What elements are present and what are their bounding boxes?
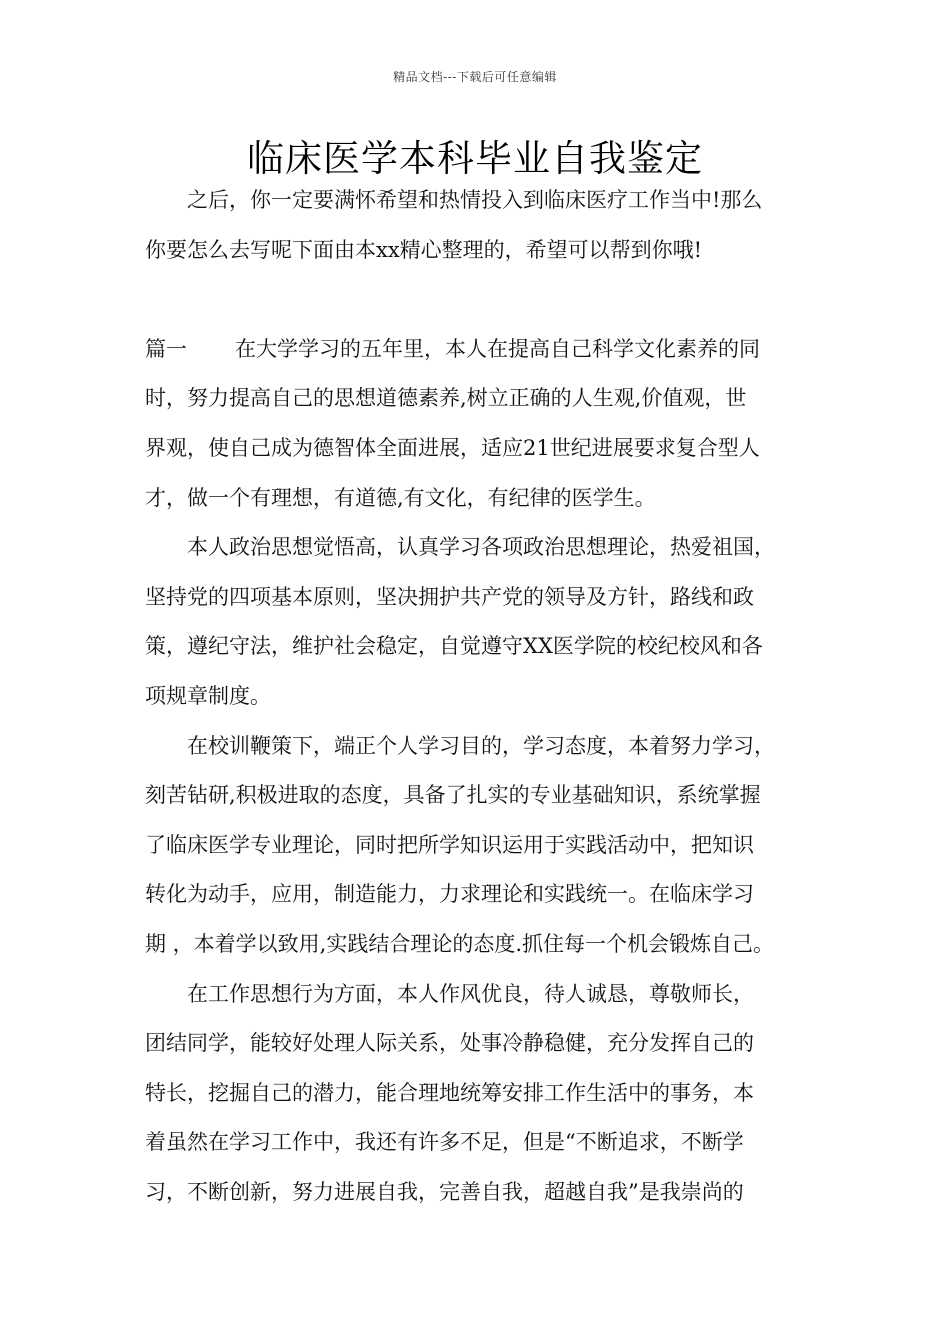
document-body <box>145 176 810 1217</box>
paragraph-line: 特长，挖掘自己的潜力，能合理地统筹安排工作生活中的事务，本 <box>145 1080 754 1105</box>
paragraph-text: 在大学学习的五年里，本人在提高自己科学文化素养的同 <box>235 336 760 361</box>
paragraph-line <box>145 325 810 375</box>
header-note: 精品文档---下载后可任意编辑 <box>393 70 557 84</box>
paragraph-line: 时，努力提高自己的思想道德素养,树立正确的人生观,价值观，世 <box>145 386 747 411</box>
paragraph-line: 团结同学，能较好处理人际关系，处事冷静稳健，充分发挥自己的 <box>145 1031 754 1056</box>
paragraph-gap <box>145 275 810 325</box>
paragraph-line: 转化为动手，应用，制造能力，力求理论和实践统一。在临床学习 <box>145 882 754 907</box>
paragraph-line: 在校训鞭策下，端正个人学习目的，学习态度，本着努力学习， <box>187 733 775 758</box>
paragraph-line: 才，做一个有理想，有道德,有文化，有纪律的医学生。 <box>145 485 656 510</box>
paragraph-line: 刻苦钻研,积极进取的态度，具备了扎实的专业基础知识，系统掌握 <box>145 783 761 808</box>
paragraph-line: 本人政治思想觉悟高，认真学习各项政治思想理论，热爱祖国， <box>187 535 775 560</box>
paragraph-line: 坚持党的四项基本原则，坚决拥护共产党的领导及方针，路线和政 <box>145 584 754 609</box>
paragraph-line: 在工作思想行为方面，本人作风优良，待人诚恳，尊敬师长， <box>187 981 754 1006</box>
paragraph-line: 项规章制度。 <box>145 683 271 708</box>
paragraph-line: 界观，使自己成为德智体全面进展，适应21世纪进展要求复合型人 <box>145 435 760 460</box>
paragraph-line: 着虽然在学习工作中，我还有许多不足，但是“不断追求，不断学 <box>145 1130 744 1155</box>
page-title: 临床医学本科毕业自我鉴定 <box>247 137 703 180</box>
section-label: 篇一 <box>145 336 187 361</box>
paragraph-line: 策，遵纪守法，维护社会稳定，自觉遵守XX医学院的校纪校风和各 <box>145 634 763 659</box>
paragraph-line: 习，不断创新，努力进展自我，完善自我，超越自我”是我崇尚的 <box>145 1179 744 1204</box>
intro-line: 你要怎么去写呢下面由本xx精心整理的，希望可以帮到你哦! <box>145 237 703 262</box>
paragraph-line: 期 ，本着学以致用,实践结合理论的态度.抓住每一个机会锻炼自己。 <box>145 931 775 956</box>
intro-line: 之后，你一定要满怀希望和热情投入到临床医疗工作当中!那么 <box>187 188 763 212</box>
paragraph-line: 了临床医学专业理论，同时把所学知识运用于实践活动中，把知识 <box>145 832 754 857</box>
